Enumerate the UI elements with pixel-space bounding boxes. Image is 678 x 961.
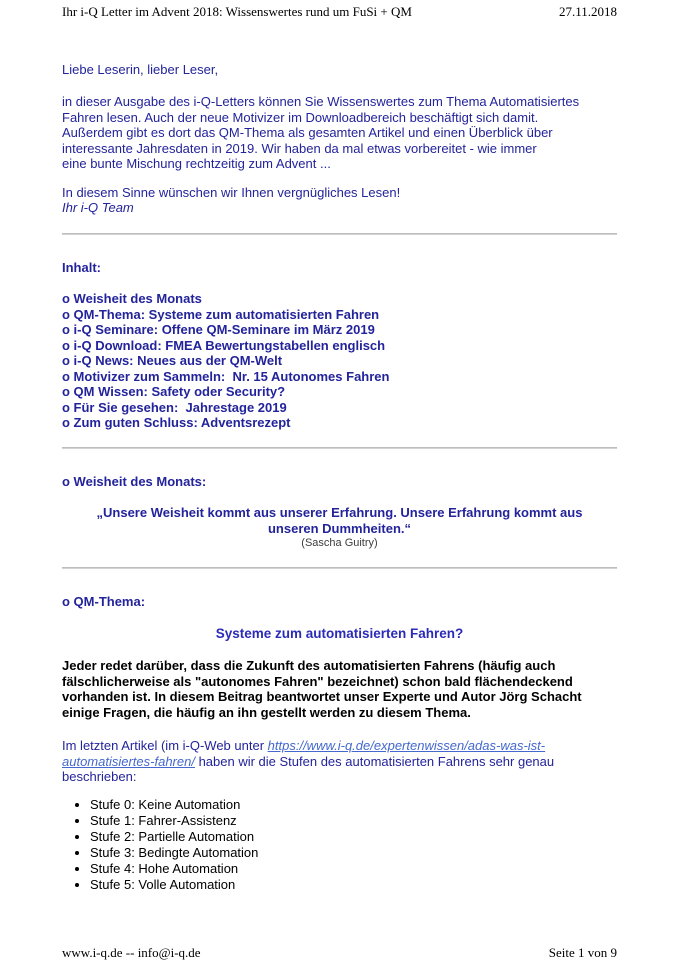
intro-line: Außerdem gibt es dort das QM-Thema als gesamten Artikel und einen Überblick über [62,125,553,140]
page-footer [62,945,617,961]
toc-item-qm-wissen: o QM Wissen: Safety oder Security? [62,384,286,399]
text-segment: Im letzten Artikel (im i-Q-Web unter [62,738,268,753]
toc-item-download: o i-Q Download: FMEA Bewertungstabellen englisch [62,337,386,353]
intro-signature: Ihr i-Q Team [62,200,134,215]
page-header [62,4,617,20]
toc-item-weisheit: o Weisheit des Monats [62,291,202,306]
text-segment: haben wir die Stufen des automatisierten Fahrens sehr genau [194,753,555,769]
intro-line: eine bunte Mischung rechtzeitig zum Advent ... [62,156,331,171]
section-divider [62,567,617,569]
toc-item-qm-thema: o QM-Thema: Systeme zum automatisierten Fahren [62,306,380,322]
intro-paragraph [62,94,617,172]
qm-heading: o QM-Thema: [62,594,146,609]
qm-article-title: Systeme zum automatisierten Fahren? [215,626,464,641]
wisdom-quote-line: unseren Dummheiten.“ [267,520,412,536]
page-footer-pagenum: Seite 1 von 9 [548,945,617,960]
wisdom-attribution: (Sascha Guitry) [301,537,378,549]
intro-line: in dieser Ausgabe des i-Q-Letters können Sie Wissenswertes zum Thema Automatisiertes [62,94,580,109]
intro-line: Fahren lesen. Auch der neue Motivizer im Downloadbereich beschäftigt sich damit. [62,109,539,125]
toc-list [62,291,617,431]
toc-item-jahrestage: o Für Sie gesehen: Jahrestage 2019 [62,399,287,415]
automation-level-item: • Stufe 3: Bedingte Automation [90,845,617,861]
automation-level-item: • Stufe 2: Partielle Automation [90,829,617,845]
toc-item-schluss: o Zum guten Schluss: Adventsrezept [62,415,291,430]
automation-levels [62,797,617,893]
article-link[interactable]: automatisiertes-fahren/ [62,753,195,769]
wisdom-quote [62,505,617,536]
qm-lead-line: fälschlicherweise als "autonomes Fahren" bezeichnet) schon bald flächendeckend [62,673,573,689]
wisdom-heading: o Weisheit des Monats: [62,474,207,489]
automation-level-item: • Stufe 5: Volle Automation [90,877,617,893]
qm-lead-line: einige Fragen, die häufig an ihn gestellt werden zu diesem Thema. [62,704,471,720]
article-link[interactable]: https://www.i-q.de/expertenwissen/adas-was-ist- [267,738,546,753]
qm-lead-line: vorhanden ist. In diesem Beitrag beantwortet unser Experte und Autor Jörg Schacht [62,689,582,704]
intro-closing: In diesem Sinne wünschen wir Ihnen vergnügliches Lesen! [62,185,401,200]
qm-lead-paragraph [62,658,617,720]
qm-link-line: beschrieben: [62,769,137,784]
section-divider [62,447,617,449]
wisdom-quote-line: „Unsere Weisheit kommt aus unserer Erfahrung. Unsere Erfahrung kommt aus [96,505,583,520]
page-header-title: Ihr i-Q Letter im Advent 2018: Wissenswertes rund um FuSi + QM [62,4,412,19]
automation-level-item: • Stufe 4: Hohe Automation [90,861,617,877]
qm-link-line [62,738,617,754]
toc-heading: Inhalt: [62,260,101,275]
toc-item-news: o i-Q News: Neues aus der QM-Welt [62,353,283,368]
automation-level-item: • Stufe 1: Fahrer-Assistenz [90,813,617,829]
toc-item-motivizer: o Motivizer zum Sammeln: Nr. 15 Autonomes Fahren [62,368,390,384]
page-footer-contact: www.i-q.de -- info@i-q.de [62,945,201,960]
intro-line: interessante Jahresdaten in 2019. Wir haben da mal etwas vorbereitet - wie immer [62,140,537,156]
salutation: Liebe Leserin, lieber Leser, [62,62,219,77]
qm-link-paragraph [62,738,617,785]
qm-link-line [62,754,617,770]
section-divider [62,233,617,235]
toc-item-seminare: o i-Q Seminare: Offene QM-Seminare im März 2019 [62,322,375,337]
automation-level-item: • Stufe 0: Keine Automation [90,797,617,813]
page-header-date: 27.11.2018 [558,4,617,19]
qm-lead-line: Jeder redet darüber, dass die Zukunft des automatisierten Fahrens (häufig auch [62,658,556,673]
